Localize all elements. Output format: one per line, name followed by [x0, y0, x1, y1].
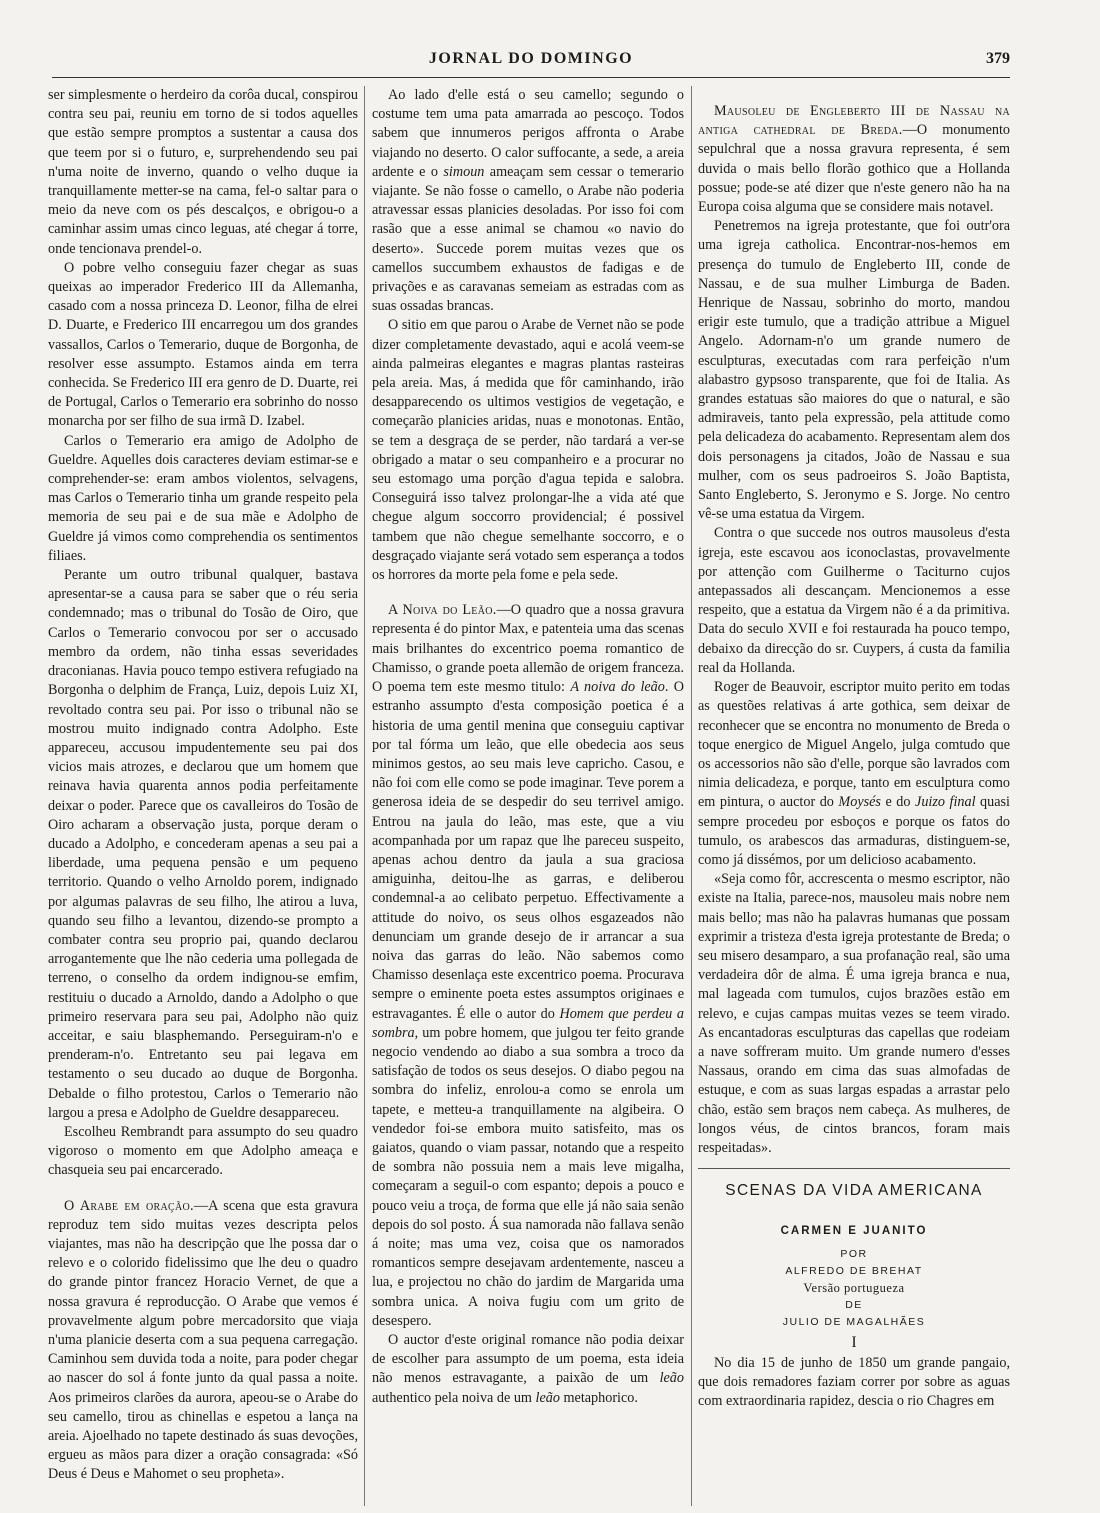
paragraph [372, 86, 684, 316]
text-run: O auctor d'este original romance não podia deixar de escolher para assumpto de um poema, esta ideia não menos estravagante, a paixão de um [372, 1332, 684, 1387]
column-divider [691, 86, 692, 1506]
chapter-number: I [851, 1333, 857, 1351]
paragraph: Escolheu Rembrandt para assumpto do seu quadro vigoroso o momento em que Adolpho ameaça e chasqueia seu pai encarcerado. [48, 1123, 358, 1179]
text-run: Ao lado d'elle está o seu camello; segundo o costume tem uma pata amarrada ao pescoço. Todos sabem que innumeros perigos affronta o Arabe viajando no deserto. O calor suffocante, a sede, a areia ardente e o [372, 87, 684, 180]
text-run-italic: simoun [443, 163, 485, 180]
article-heading: A Noiva do Leão. [388, 602, 497, 619]
paragraph: O pobre velho conseguiu fazer chegar as suas queixas ao imperador Frederico III da Allemanha, casado com a nossa princeza D. Leonor, filha de elrei D. Duarte, e Frederico III encarregou um dos grandes vassallos, Carlos o Temerario, duque de Borgonha, de resolver esse assumpto. Estamos ainda em terra conhecida. Se Frederico III era genro de D. Duarte, rei de Portugal, Carlos o Temerario era sobrinho do nosso monarcha por ser filho de sua irmã D. Izabel. [48, 259, 358, 430]
article-mausoleu [698, 102, 1010, 217]
text-run: authentico pela noiva de um [372, 1389, 536, 1406]
story-version: Versão portugueza [803, 1280, 905, 1295]
text-run: , um pobre homem, que julgou ter feito grande negocio vendendo ao diabo a sua sombra a troco da satisfação de todos os seus desejos. O diabo pegou na sombra do infeliz, enrolou-a como se enrola um tapete, e metteu-a tranquillamente na algibeira. O vendedor foi-se embora muito satisfeito, mas os gaiatos, quando o viam passar, notando que a respeito de sombra não possuia nem a mais leve migalha, começaram a seguil-o com espanto; depois a pouco e pouco veiu a troça, de forma que elle já não saia senão depois do sol posto. Á sua namorada não fallava senão á noite; mas uma vez, coisa que os namorados romanticos sempre desejavam ardentemente, nasceu a lua, e projectou no chão do jardim de Margarida uma sombra unica. A noiva fugiu com um grito de desespero. [372, 1024, 684, 1329]
story-by: POR [840, 1247, 868, 1260]
paragraph: Contra o que succede nos outros mausoleus d'esta igreja, este escavou aos iconoclastas, provavelmente por attenção com Guilherme o Taciturno cujos antepassados ali descançam. Mencionemos a esse respeito, que a estatua da Virgem não é a da primitiva. Data do seculo XVII e foi restaurada ha pouco tempo, debaixo da direcção do sr. Cuypers, á custa da familia real da Hollanda. [698, 525, 1010, 676]
article-heading: Mausoleu de Engleberto III de Nassau na antiga cathedral de Breda. [698, 103, 1010, 139]
article-heading: O Arabe em oração. [64, 1197, 194, 1214]
text-run: e do [880, 794, 916, 811]
paragraph: Carlos o Temerario era amigo de Adolpho de Gueldre. Aquelles dois caracteres deviam estimar-se e comprehender-se: eram ambos violentos, selvagens, mas Carlos o Temerario tinha um grande respeito pela memoria de seu pai e de sua mãe e Adolpho de Gueldre já vimos como comprehendia os sentimentos filiaes. [48, 432, 358, 564]
paragraph: Perante um outro tribunal qualquer, bastava apresentar-se a causa para se saber que o réu seria condemnado; mas o tribunal do Tosão de Oiro, que Carlos o Temerario convocou por ser o accusado membro da ordem, não tinha essas severidades draconianas. Havia pouco tempo estivera refugiado na Borgonha o delphim de França, Luiz, depois Luiz XI, revoltado contra seu pai. Por isso o tribunal não se mostrou muito indignado contra Adolpho. Este appareceu, accusou impudentemente seu pai dos vicios mais atrozes, e declarou que um homem que reinava havia quarenta annos podia perfeitamente deixar o poder. Parece que os cavalleiros do Tosão de Oiro acharam a observação justa, porque deram o ducado a Adolpho, e concederam apenas a seu pai a liberdade, uma pequena pensão e um pequeno territorio. Quando o velho Arnoldo porem, indignado por algumas palavras de seu filho, lhe atirou a luva, quando seu filho a levantou, dizendo-se prompto a combater contra seu proprio pai, quando declarou arrogantemente que lhe não cederia uma pollegada de terreno, o conselho da ordem indignou-se emfim, restituiu o ducado a Arnoldo, dando a Adolpho o que primeiro reservara para seu pai, Adolpho não quiz acceitar, e saiu blasphemando. Perseguiram-n'o e prenderam-n'o. Entretanto seu pai legava em testamento o seu ducado ao duque de Borgonha. Debalde o filho protestou, Carlos o Temerario não largou a presa e Adolpho de Gueldre desappareceu. [48, 567, 358, 1121]
article-text: —A scena que esta gravura reproduz tem sido muitas vezes descripta pelos viajantes, mas não ha descripção que lhe possa dar o relevo e o colorido fidelissimo que lhe deu o quadro do grande pintor francez Horacio Vernet, de que a nossa gravura é reproducção. O Arabe que vemos é provavelmente algum pobre mercadorsito que viaja n'uma planicie deserta com a sua pequena carregação. Caminhou sem duvida toda a noite, para poder chegar ao nascer do sol á fonte junto da qual passa a noite. Aos primeiros clarões da aurora, apeou-se o Arabe do seu camello, tirou as chinellas e espetou a lança na areia. Ajoelhado no tapete destinado ás suas devoções, ergueu as mãos para dizer a oração consagrada: «Só Deus é Deus e Mahomet o seu propheta». [48, 1197, 358, 1483]
paragraph: ser simplesmente o herdeiro da corôa ducal, conspirou contra seu pai, reuniu em torno de si todos aquelles que estão sempre promptos a sustentar a causa dos que teem por si o futuro, e, surprehendendo seu pai n'uma noite de inverno, quando o velho duque ia tranquillamente metter-se na cama, fel-o saltar para o meio da neve com os pés descalços, e obrigou-o a caminhar assim umas cinco leguas, até chegar á torre, onde tencionava prendel-o. [48, 87, 358, 257]
story-translator: JULIO DE MAGALHÃES [782, 1315, 926, 1328]
paragraph [372, 1331, 684, 1408]
paragraph: «Seja como fôr, accrescenta o mesmo escriptor, não existe na Italia, parece-nos, mausoleu mais nobre nem mais bello; mas não ha palavras humanas que possam exprimir a tristeza d'esta igreja protestante de Breda; o seu misero desamparo, a sua profanação real, são uma verdadeira dôr de alma. É uma igreja branca e nua, mal lageada com tumulos, cujos brazões estão em relevo, e cujas campas muitas vezes se teem virado. As encantadoras esculpturas das capellas que rodeiam a nave soffreram muito. Um grande numero d'esses Nassaus, orando em cima das suas almofadas de estuque, e com as suas largas espadas a arrastar pelo chão, estão sem braços nem cabeça. As mulheres, de longos véus, de cintos brancos, foram mais respeitadas». [698, 871, 1010, 1156]
text-run: . O estranho assumpto d'esta composição poetica é a historia de uma gentil menina que conseguiu captivar por tal fórma um leão, que elle obedecia aos seus minimos gestos, ao seu mais leve capricho. Casou, e não foi com elle como se pode imaginar. Teve porem a generosa ideia de se despedir do seu terrivel amigo. Entrou na jaula do leão, mas este, que a viu acompanhada por um rapaz que lhe pareceu suspeito, apenas achou dentro da jaula a sua graciosa amiguinha, deitou-lhe as garras, e deliberou condemnal-a ao celibato perpetuo. Effectivamente a attitude do noivo, os seus olhos esgazeados não denunciam um grande desejo de ir arrancar a sua noiva das garras do leão. Não sabemos como Chamisso desenlaça este excentrico poema. Procurava sempre o eminente poeta estes assumptos originaes e estravagantes. É elle o autor do [372, 679, 684, 1022]
column-3 [698, 86, 1010, 1506]
text-run: Roger de Beauvoir, escriptor muito perito em todas as questões relativas á arte gothica, sem deixar de reconhecer que se encontra no monumento de Breda o toque energico de Miguel Angelo, julga comtudo que os accessorios não são d'elle, porque são lavrados com nimia delicadeza, e porque, tanto em esculptura como em pintura, o auctor do [698, 679, 1010, 811]
paragraph [698, 678, 1010, 870]
text-run-italic: Moysés [838, 794, 881, 811]
section-heading: SCENAS DA VIDA AMERICANA [725, 1182, 983, 1200]
text-run-italic: leão [535, 1389, 560, 1406]
text-run: ameaçam sem cessar o temerario viajante. Se não fosse o camello, o Arabe não poderia atravessar essas planicies desoladas. Por isso foi com rasão que a esse animal se chamou «o navio do deserto». Succede porem muitas vezes que os camellos succumbem exhaustos de fadigas e de privações e as caravanas semeiam as estradas com as suas ossadas brancas. [372, 163, 684, 315]
text-run-italic: leão [659, 1370, 684, 1387]
paragraph: O sitio em que parou o Arabe de Vernet não se pode dizer completamente devastado, aqui e acolá veem-se ainda palmeiras elegantes e magras plantas rasteiras pela areia. Mas, á medida que fôr caminhando, irão desapparecendo os ultimos vestigios de vegetação, e começarão planicies aridas, nuas e monotonas. Então, se tem a desgraça de se perder, não tardará a ver-se obrigado a matar o seu companheiro e a procurar no seu estomago uma porção d'agua tepida e salobra. Conseguirá isso talvez prolongar-lhe a vida até que chegue algum soccorro providencial; é possivel tambem que não chegue semelhante soccorro, e o desgraçado viajante será votado sem esperança a todos os horrores da morte pela fome e pela sede. [372, 317, 684, 584]
text-run: quasi sempre procedeu por esboços e porque os fatos do tumulo, os arabescos das armaduras, distinguem-se, como já dissémos, por um delicioso acabamento. [698, 794, 1010, 868]
header-rule [52, 77, 1010, 78]
column-2 [372, 86, 684, 1506]
paragraph: Penetremos na igreja protestante, que foi outr'ora uma igreja catholica. Encontrar-nos-hemos em presença do tumulo de Engleberto III, conde de Nassau, e de sua mulher Limburga de Baden. Henrique de Nassau, sobrinho do morto, mandou erigir este tumulo, que a tradição attribue a Miguel Angelo. Adornam-n'o um grande numero de esculpturas, executadas com rara perfeição n'um alabastro gypsoso transparente, que foi de Italia. As grandes estatuas são maiores do que o natural, e são admiraveis, tanto pela expressão, pela attitude como pela delicadeza do acabamento. Representam alem dos dois personagens ja citados, João de Nassau e sua mulher, com os seus padroeiros S. João Baptista, Santo Engleberto, S. Jeronymo e S. Jorge. No centro vê-se uma estatua da Virgem. [698, 218, 1010, 523]
page-header [52, 50, 1010, 78]
column-1 [48, 86, 358, 1506]
story-author: ALFREDO DE BREHAT [785, 1264, 923, 1277]
story-de: DE [845, 1298, 863, 1311]
page-number: 379 [986, 50, 1010, 67]
story-title: CARMEN E JUANITO [780, 1225, 928, 1238]
text-run-italic: Juizo final [915, 794, 976, 811]
section-rule [698, 1168, 1010, 1169]
column-divider [364, 86, 365, 1506]
article-noiva [372, 601, 684, 1331]
text-run-italic: Homem que perdeu a sombra [372, 1005, 684, 1041]
text-run: metaphorico. [559, 1389, 638, 1406]
text-run: —O quadro que a nossa gravura representa é do pintor Max, e patenteia uma das scenas mais brilhantes do excentrico poema romantico de Chamisso, o grande poeta allemão de origem franceza. O poema tem este mesmo titulo: [372, 602, 684, 696]
journal-title: JORNAL DO DOMINGO [428, 50, 634, 67]
text-run: —O monumento sepulchral que a nossa gravura representa, é sem duvida o mais bello florão gothico que a Hollanda possue; pode-se até dizer que n'este genero não ha na Europa coisa alguma que se considere mais notavel. [698, 122, 1010, 216]
article-arabe [48, 1197, 358, 1485]
paragraph: No dia 15 de junho de 1850 um grande pangaio, que dois remadores faziam correr por sobre as aguas com extraordinaria rapidez, descia o rio Chagres em [698, 1354, 1010, 1410]
text-run-italic: A noiva do leão [570, 679, 665, 696]
